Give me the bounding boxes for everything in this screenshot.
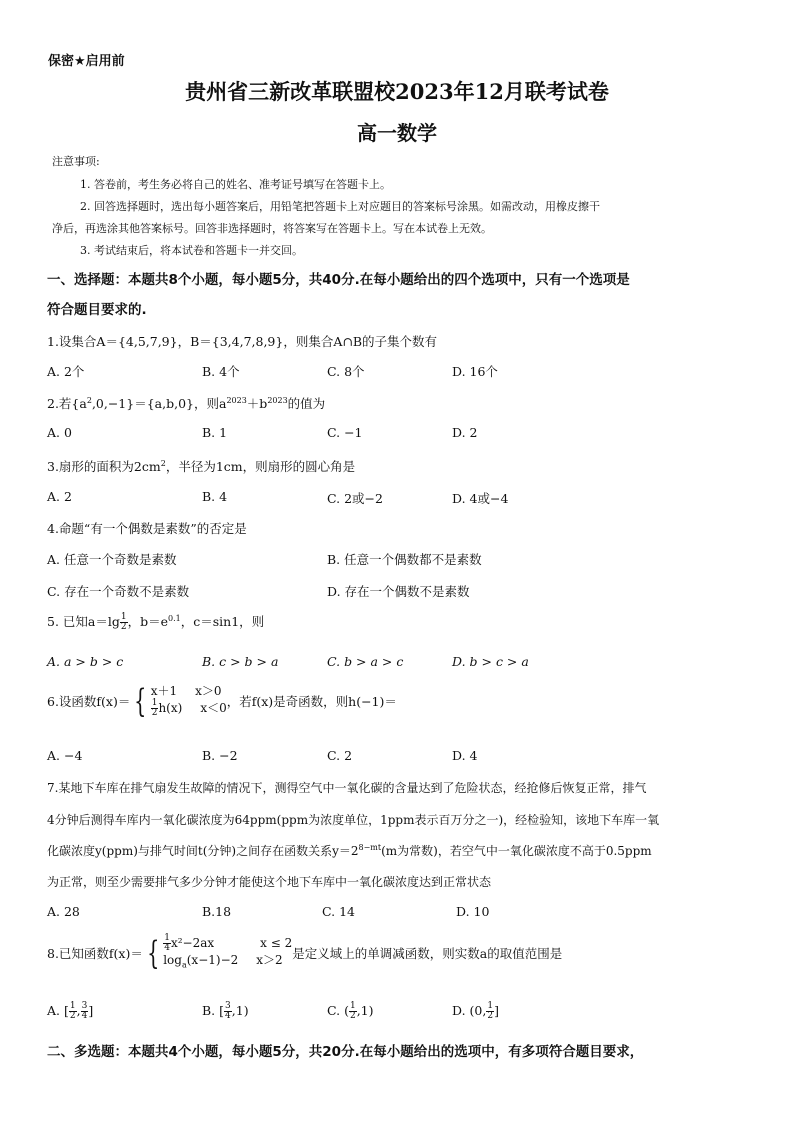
q8-brace: { bbox=[146, 934, 160, 973]
q1-option-c: C. 8个 bbox=[327, 364, 365, 379]
q3-option-c: C. 2或−2 bbox=[327, 491, 383, 506]
q8-option-b: B. [ $\frac{3}{4}$ ,1) bbox=[202, 1001, 249, 1021]
q8-option-a: A. [ $\frac{1}{2}$ , $\frac{3}{4}$ ] bbox=[47, 1001, 94, 1021]
notice-item-3: 3. 考试结束后，将本试卷和答题卡一并交回。 bbox=[80, 244, 303, 257]
q7-option-a: A. 28 bbox=[47, 904, 80, 919]
q1-option-b: B. 4个 bbox=[202, 364, 240, 379]
q8-option-d: D. (0, $\frac{1}{2}$ ] bbox=[452, 1001, 499, 1021]
question-7-line3: 化碳浓度y(ppm)与排气时间t(分钟)之间存在函数关系$y=2^{8-mt}(m$为常数)，若空气中一氧化碳浓度不高于0.5ppm bbox=[47, 843, 652, 858]
q5-fraction: $\frac{1}{2}$ bbox=[120, 612, 127, 632]
question-5: 5. 已知a＝lg $\frac{1}{2}$ ，$b=e^{0.1}$，c＝sin1，则 bbox=[47, 612, 265, 632]
notice-item-1: 1. 答卷前，考生务必将自己的姓名、准考证号填写在答题卡上。 bbox=[80, 178, 391, 191]
section2-heading: 二、多选题：本题共4个小题，每小题5分，共20分.在每小题给出的选项中，有多项符合题目要求， bbox=[47, 1044, 644, 1060]
q2-option-d: D. 2 bbox=[452, 425, 478, 440]
question-7-line4: 为正常，则至少需要排气多少分钟才能使这个地下车库中一氧化碳浓度达到正常状态 bbox=[47, 875, 492, 889]
q7-option-c: C. 14 bbox=[322, 904, 355, 919]
confidential-label: 保密★启用前 bbox=[48, 54, 125, 69]
q3-option-d: D. 4或−4 bbox=[452, 491, 509, 506]
q3-option-b: B. 4 bbox=[202, 489, 228, 504]
q6-option-b: B. −2 bbox=[202, 748, 238, 763]
q6-option-c: C. 2 bbox=[327, 748, 353, 763]
q4-option-a: A. 任意一个奇数是素数 bbox=[47, 552, 177, 567]
q6-brace: { bbox=[134, 682, 147, 720]
q2-option-b: B. 1 bbox=[202, 425, 228, 440]
question-7-line1: 7.某地下车库在排气扇发生故障的情况下，测得空气中一氧化碳的含量达到了危险状态，经抢修后恢复正常，排气 bbox=[47, 781, 647, 795]
question-1: 1.设集合A＝{4,5,7,9}，B＝{3,4,7,8,9}，则集合A∩B的子集个数有 bbox=[47, 334, 438, 349]
q1-option-a: A. 2个 bbox=[47, 364, 85, 379]
exam-subject: 高一数学 bbox=[357, 121, 437, 145]
q6-option-d: D. 4 bbox=[452, 748, 478, 763]
q3-option-a: A. 2 bbox=[47, 489, 72, 504]
notice-item-2: 2. 回答选择题时，选出每小题答案后，用铅笔把答题卡上对应题目的答案标号涂黑。如需改动，用橡皮擦干 bbox=[80, 200, 600, 213]
question-6: 6.设函数f(x)＝ { x＋1 x＞0 $\frac{1}{2}$ h(x) x＜0 ，若f(x)是奇函数，则h(−1)＝ bbox=[47, 682, 397, 720]
notice-item-2-cont: 净后，再选涂其他答案标号。回答非选择题时，将答案写在答题卡上。写在本试卷上无效。 bbox=[52, 222, 492, 235]
question-7-line2: 4分钟后测得车库内一氧化碳浓度为64ppm(ppm为浓度单位，1ppm表示百万分之一)，经检验知，该地下车库一氧 bbox=[47, 813, 660, 827]
question-2: 2.若$\{a^2,0,-1\}=\{a,b,0\}$，则$a^{2023}+b^{2023}$的值为 bbox=[47, 395, 326, 411]
section1-heading: 一、选择题：本题共8个小题，每小题5分，共40分.在每小题给出的四个选项中，只有一个选项是 bbox=[47, 272, 630, 288]
q2-option-c: C. −1 bbox=[327, 425, 363, 440]
q1-option-d: D. 16个 bbox=[452, 364, 498, 379]
section1-heading-cont: 符合题目要求的. bbox=[47, 302, 147, 318]
q5-option-c: C. b > a > c bbox=[327, 654, 404, 669]
q7-option-b: B.18 bbox=[202, 904, 232, 919]
notice-heading: 注意事项: bbox=[52, 155, 100, 168]
q5-option-a: A. a > b > c bbox=[47, 654, 124, 669]
question-3: 3.扇形的面积为$2cm^2$，半径为1cm，则扇形的圆心角是 bbox=[47, 458, 356, 474]
q8-piecewise: $\frac{1}{4}$ x²−2ax x ≤ 2 $\log_a(x-1)-2$ x＞2 bbox=[163, 933, 293, 970]
q7-option-d: D. 10 bbox=[456, 904, 490, 919]
q6-option-a: A. −4 bbox=[47, 748, 83, 763]
q5-option-b: B. c > b > a bbox=[202, 654, 279, 669]
q4-option-c: C. 存在一个奇数不是素数 bbox=[47, 584, 190, 599]
exam-title: 贵州省三新改革联盟校2023年12月联考试卷 bbox=[185, 79, 609, 104]
question-4: 4.命题“有一个偶数是素数”的否定是 bbox=[47, 521, 247, 536]
q5-option-d: D. b > c > a bbox=[452, 654, 529, 669]
q4-option-d: D. 存在一个偶数不是素数 bbox=[327, 584, 470, 599]
question-8: 8.已知函数f(x)＝ { $\frac{1}{4}$ x²−2ax x ≤ 2 $\log_a(x-1)-2$ x＞2 是定义域上的单调减函数，则实数a的取值范围是 bbox=[47, 933, 563, 973]
q8-option-c: C. ( $\frac{1}{2}$ ,1) bbox=[327, 1001, 374, 1021]
q4-option-b: B. 任意一个偶数都不是素数 bbox=[327, 552, 482, 567]
q6-piecewise: x＋1 x＞0 $\frac{1}{2}$ h(x) x＜0 bbox=[150, 684, 227, 718]
q2-option-a: A. 0 bbox=[47, 425, 72, 440]
